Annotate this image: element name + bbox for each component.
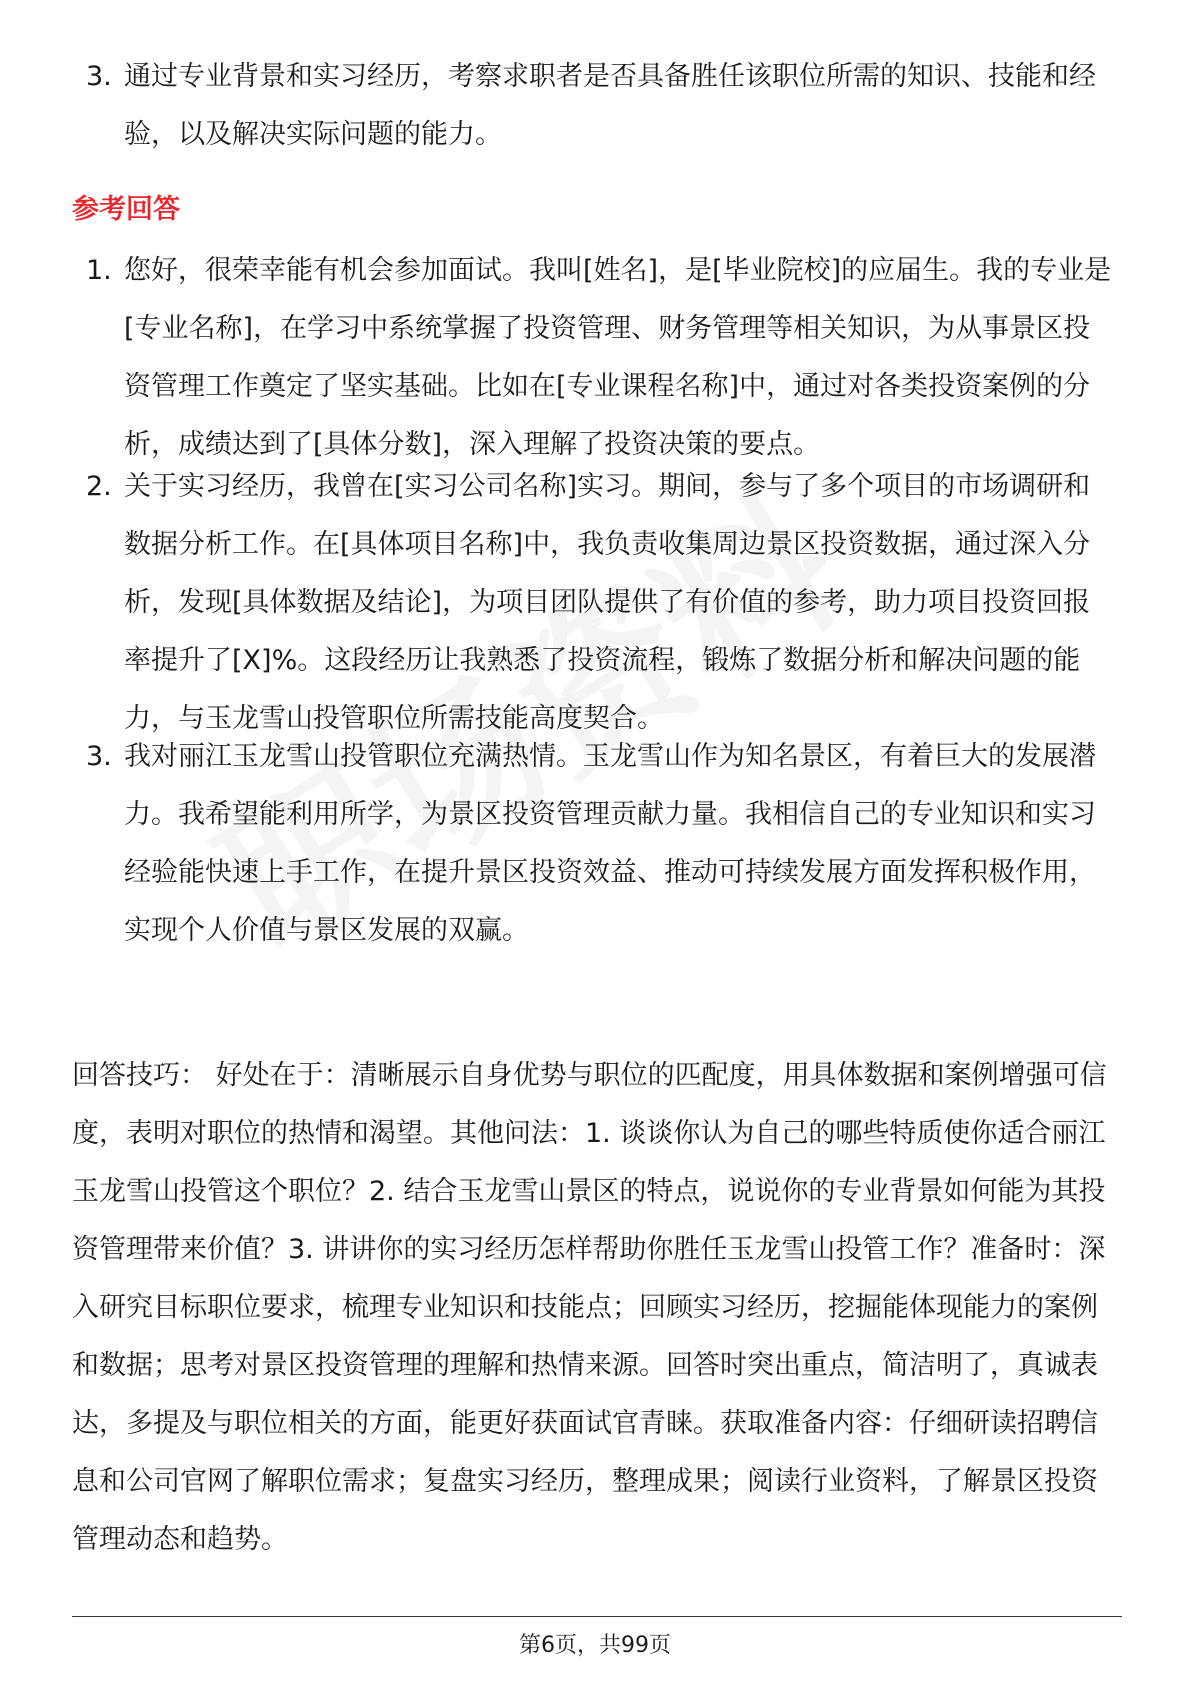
page-number: 第6页，共99页 [519,1633,671,1658]
footer-divider [72,1616,1122,1617]
answer-item-1 [72,242,1112,474]
list-number: 2. [86,471,112,502]
answer-tips-paragraph: 回答技巧： 好处在于：清晰展示自身优势与职位的匹配度，用具体数据和案例增强可信度，表明对职位的热情和渴望。其他问法：1. 谈谈你认为自己的哪些特质使你适合丽江玉龙雪山投管这个职位？2. 结合玉龙雪山景区的特点，说说你的专业背景如何能为其投资管理带来价值？3. 讲讲你的实习经历怎样帮助你胜任玉龙雪山投管工作？准备时：深入研究目标职位要求，梳理专业知识和技能点；回顾实习经历，挖掘能体现能力的案例和数据；思考对景区投资管理的理解和热情来源。回答时突出重点，简洁明了，真诚表达，多提及与职位相关的方面，能更好获面试官青睐。获取准备内容：仔细研读招聘信息和公司官网了解职位需求；复盘实习经历，整理成果；阅读行业资料，了解景区投资管理动态和趋势。 [72,1060,1107,1555]
intro-list-item [72,48,1112,164]
list-number: 1. [86,255,112,286]
answer-item-2 [72,458,1112,748]
list-number: 3. [86,741,112,772]
section-heading: 参考回答 [72,194,180,225]
list-text: 关于实习经历，我曾在[实习公司名称]实习。期间，参与了多个项目的市场调研和数据分析工作。在[具体项目名称]中，我负责收集周边景区投资数据，通过深入分析，发现[具体数据及结论]，为项目团队提供了有价值的参考，助力项目投资回报率提升了[X]%。这段经历让我熟悉了投资流程，锻炼了数据分析和解决问题的能力，与玉龙雪山投管职位所需技能高度契合。 [124,471,1091,734]
list-text: 通过专业背景和实习经历，考察求职者是否具备胜任该职位所需的知识、技能和经验，以及解决实际问题的能力。 [124,61,1096,150]
list-text: 您好，很荣幸能有机会参加面试。我叫[姓名]，是[毕业院校]的应届生。我的专业是[专业名称]，在学习中系统掌握了投资管理、财务管理等相关知识，为从事景区投资管理工作奠定了坚实基础。比如在[专业课程名称]中，通过对各类投资案例的分析，成绩达到了[具体分数]，深入理解了投资决策的要点。 [124,255,1112,460]
answer-item-3 [72,728,1112,960]
list-text: 我对丽江玉龙雪山投管职位充满热情。玉龙雪山作为知名景区，有着巨大的发展潜力。我希望能利用所学，为景区投资管理贡献力量。我相信自己的专业知识和实习经验能快速上手工作，在提升景区投资效益、推动可持续发展方面发挥积极作用，实现个人价值与景区发展的双赢。 [124,741,1096,946]
list-number: 3. [86,61,112,92]
